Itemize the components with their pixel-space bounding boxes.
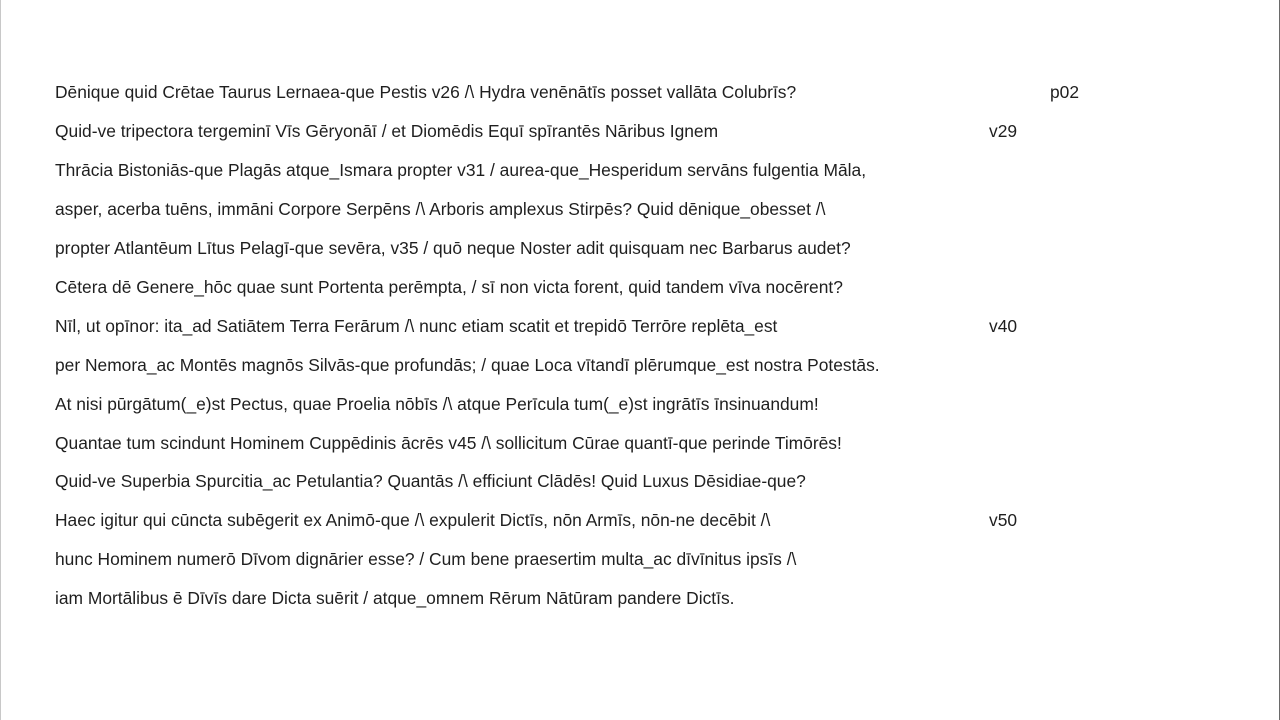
verse-line [55,275,1115,299]
verse-text: Nīl, ut opīnor: ita_ad Satiātem Terra Ferārum /\ nunc etiam scatit et trepidō Terrōre replēta_est [55,316,778,336]
verse-text: Quantae tum scindunt Hominem Cuppēdinis ācrēs v45 /\ sollicitum Cūrae quantī-que perinde Timōrēs! [55,433,842,453]
verse-text: At nisi pūrgātum(_e)st Pectus, quae Proelia nōbīs /\ atque Perīcula tum(_e)st ingrātīs īnsinuandum! [55,394,819,414]
verse-text: Dēnique quid Crētae Taurus Lernaea-que Pestis v26 /\ Hydra venēnātīs posset vallāta Colubrīs? [55,82,797,102]
verse-line [55,119,1115,143]
verse-number: v40 [989,316,1018,336]
verse-line [55,431,1115,455]
verse-text: per Nemora_ac Montēs magnōs Silvās-que profundās; / quae Loca vītandī plērumque_est nostra Potestās. [55,355,880,375]
page-marker: p02 [1050,82,1080,102]
verse-text: Quid-ve Superbia Spurcitia_ac Petulantia? Quantās /\ efficiunt Clādēs! Quid Luxus Dēsidiae-que? [55,471,806,491]
verse-text: Quid-ve tripectora tergeminī Vīs Gēryonāī / et Diomēdis Equī spīrantēs Nāribus Ignem [55,121,719,141]
verse-number: v50 [989,510,1018,530]
verse-text: iam Mortālibus ē Dīvīs dare Dicta suērit / atque_omnem Rērum Nātūram pandere Dictīs. [55,588,735,608]
verse-text: asper, acerba tuēns, immāni Corpore Serpēns /\ Arboris amplexus Stirpēs? Quid dēnique_obesset /\ [55,199,826,219]
verse-number: v29 [989,121,1018,141]
verse-text: hunc Hominem numerō Dīvom dignārier esse? / Cum bene praesertim multa_ac dīvīnitus ipsīs /\ [55,549,797,569]
verse-line [55,314,1115,338]
verse-line [55,547,1115,571]
verse-text: Thrācia Bistoniās-que Plagās atque_Ismara propter v31 / aurea-que_Hesperidum servāns fulgentia Māla, [55,160,867,180]
verse-line [55,158,1115,182]
verse-line [55,508,1115,532]
verse-text: Cētera dē Genere_hōc quae sunt Portenta perēmpta, / sī non victa forent, quid tandem vīva nocērent? [55,277,843,297]
verse-line [55,197,1115,221]
verse-line [55,353,1115,377]
verse-line [55,392,1115,416]
verse-line [55,80,1115,104]
verse-text: Haec igitur qui cūncta subēgerit ex Animō-que /\ expulerit Dictīs, nōn Armīs, nōn-ne decēbit /\ [55,510,771,530]
verse-line [55,236,1115,260]
verse-text: propter Atlantēum Lītus Pelagī-que sevēra, v35 / quō neque Noster adit quisquam nec Barbarus audet? [55,238,851,258]
verse-line [55,586,1115,610]
verse-line [55,469,1115,493]
